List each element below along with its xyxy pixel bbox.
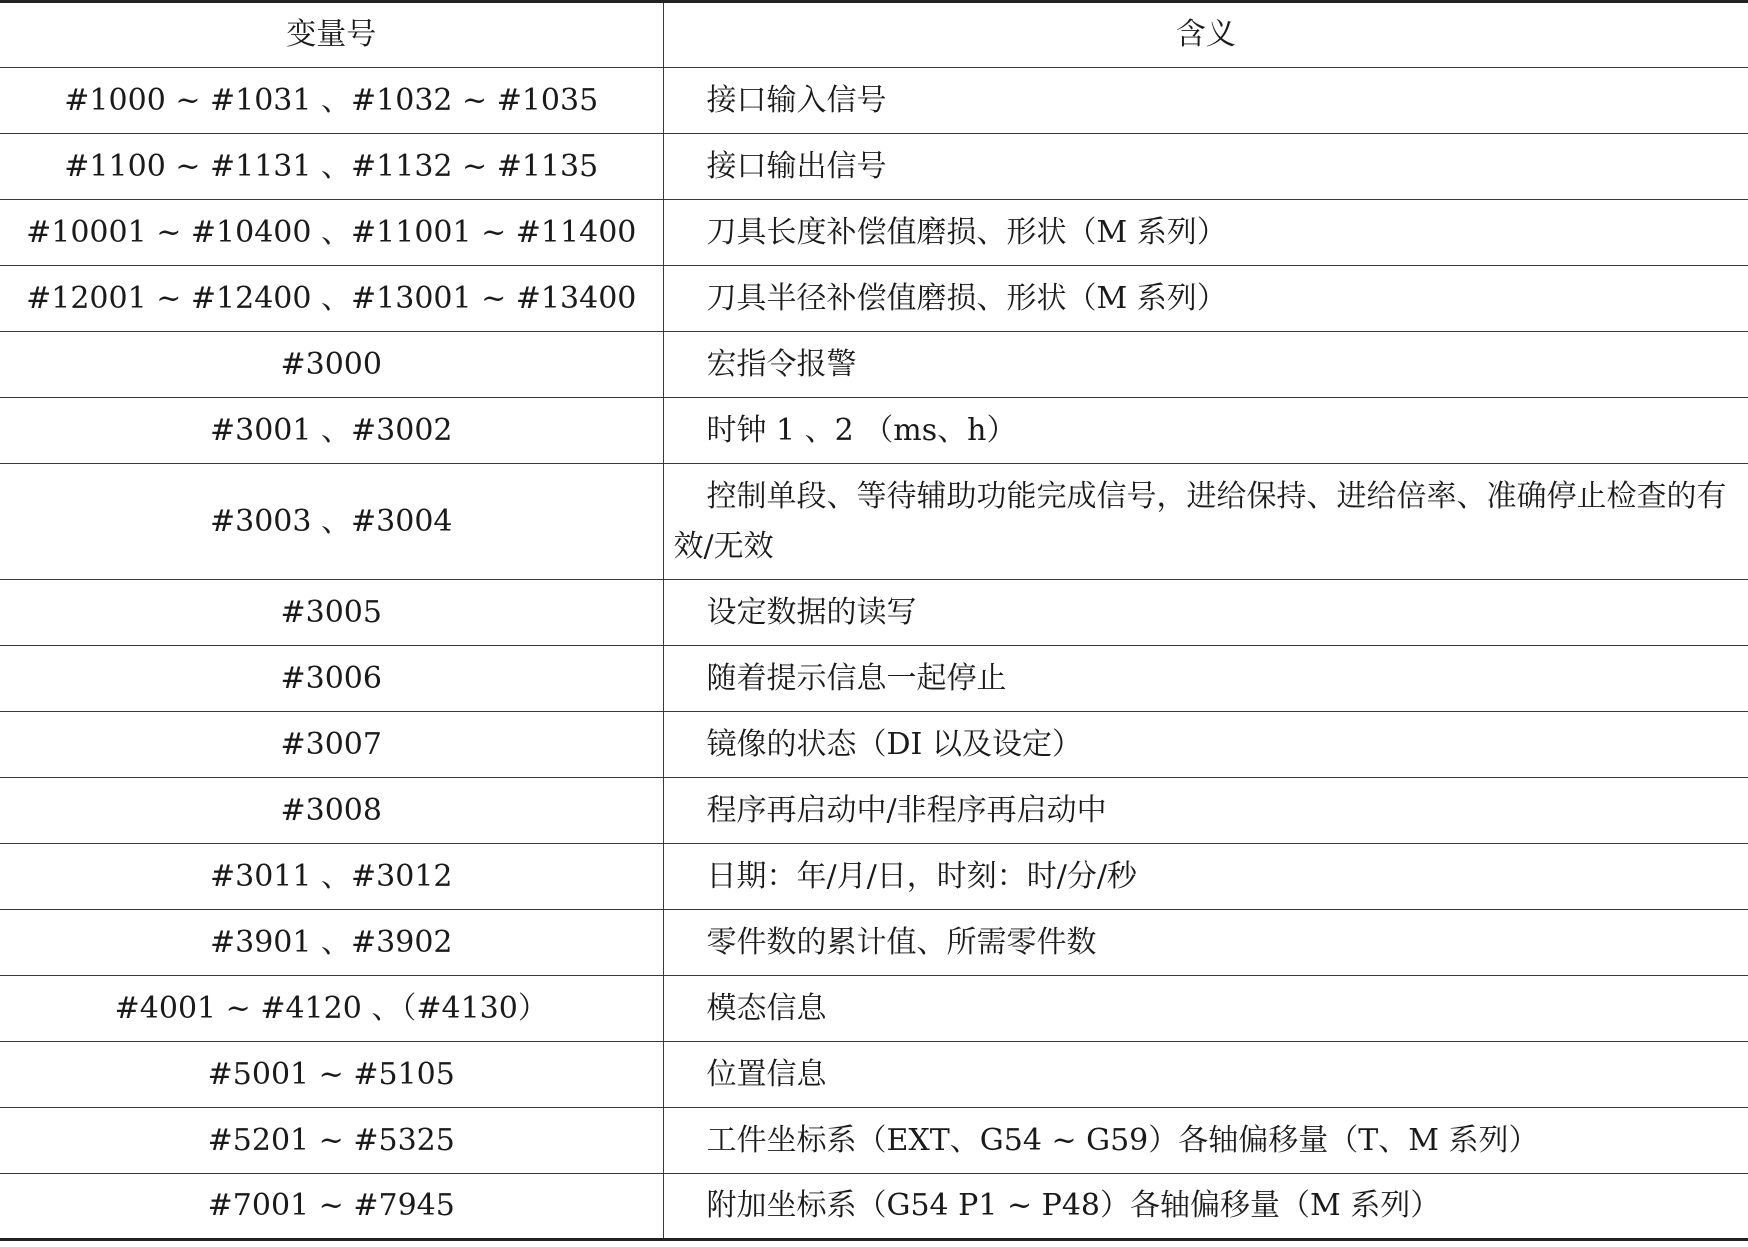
meaning-cell <box>663 1042 1748 1108</box>
table-row <box>0 1042 1748 1108</box>
meaning-cell <box>663 1174 1748 1240</box>
meaning-cell <box>663 1108 1748 1174</box>
table-row <box>0 68 1748 134</box>
meaning-cell <box>663 976 1748 1042</box>
variable-number-cell: #10001 ~ #10400 、#11001 ~ #11400 <box>0 200 663 266</box>
table-row <box>0 200 1748 266</box>
table-header <box>0 2 1748 68</box>
meaning-cell <box>663 332 1748 398</box>
variable-number-cell: #1100 ~ #1131 、#1132 ~ #1135 <box>0 134 663 200</box>
variable-number-cell: #3007 <box>0 712 663 778</box>
variable-number-cell: #3000 <box>0 332 663 398</box>
meaning-text: 时钟 1 、2 （ms、h） <box>706 412 1017 448</box>
meaning-text: 工件坐标系（EXT、G54 ~ G59）各轴偏移量（T、M 系列） <box>706 1122 1539 1158</box>
meaning-text: 日期：年/月/日，时刻：时/分/秒 <box>706 858 1137 894</box>
table-row <box>0 464 1748 580</box>
header-row <box>0 2 1748 68</box>
variable-number-cell: #3001 、#3002 <box>0 398 663 464</box>
table-row <box>0 844 1748 910</box>
table-row <box>0 266 1748 332</box>
meaning-text: 附加坐标系（G54 P1 ~ P48）各轴偏移量（M 系列） <box>706 1188 1441 1223</box>
table-row <box>0 1174 1748 1240</box>
variable-number-cell: #1000 ~ #1031 、#1032 ~ #1035 <box>0 68 663 134</box>
table-row <box>0 976 1748 1042</box>
variable-number-cell: #5201 ~ #5325 <box>0 1108 663 1174</box>
meaning-cell <box>663 844 1748 910</box>
table-row <box>0 712 1748 778</box>
table-row <box>0 1108 1748 1174</box>
table-row <box>0 910 1748 976</box>
meaning-text: 刀具长度补偿值磨损、形状（M 系列） <box>706 214 1227 250</box>
variable-number-cell: #3005 <box>0 580 663 646</box>
meaning-text: 刀具半径补偿值磨损、形状（M 系列） <box>706 280 1227 316</box>
meaning-cell <box>663 778 1748 844</box>
meaning-cell <box>663 134 1748 200</box>
meaning-cell <box>663 712 1748 778</box>
variable-number-cell: #12001 ~ #12400 、#13001 ~ #13400 <box>0 266 663 332</box>
variable-number-cell: #3003 、#3004 <box>0 464 663 580</box>
table-row <box>0 778 1748 844</box>
variable-number-cell: #5001 ~ #5105 <box>0 1042 663 1108</box>
variable-number-cell: #3011 、#3012 <box>0 844 663 910</box>
variable-number-cell: #3006 <box>0 646 663 712</box>
meaning-cell <box>663 266 1748 332</box>
meaning-cell <box>663 200 1748 266</box>
header-meaning: 含义 <box>663 2 1748 68</box>
meaning-cell <box>663 464 1748 580</box>
meaning-text: 接口输出信号 <box>706 148 887 184</box>
table-body <box>0 68 1748 1240</box>
table-row <box>0 332 1748 398</box>
meaning-text: 镜像的状态（DI 以及设定） <box>706 726 1082 762</box>
meaning-text: 程序再启动中/非程序再启动中 <box>706 792 1107 828</box>
meaning-text: 零件数的累计值、所需零件数 <box>706 924 1097 960</box>
table-row <box>0 134 1748 200</box>
meaning-text: 设定数据的读写 <box>706 594 917 630</box>
table-row <box>0 646 1748 712</box>
variable-number-cell: #7001 ~ #7945 <box>0 1174 663 1240</box>
meaning-text: 位置信息 <box>706 1056 827 1092</box>
meaning-cell <box>663 646 1748 712</box>
meaning-text: 宏指令报警 <box>706 346 857 382</box>
variable-number-cell: #3008 <box>0 778 663 844</box>
meaning-cell <box>663 910 1748 976</box>
meaning-text: 控制单段、等待辅助功能完成信号，进给保持、进给倍率、准确停止检查的有效/无效 <box>673 478 1727 564</box>
meaning-cell <box>663 580 1748 646</box>
variable-number-cell: #3901 、#3902 <box>0 910 663 976</box>
header-variable-number: 变量号 <box>0 2 663 68</box>
table-row <box>0 398 1748 464</box>
meaning-text: 接口输入信号 <box>706 82 887 118</box>
meaning-cell <box>663 398 1748 464</box>
variable-number-cell: #4001 ~ #4120 、（#4130） <box>0 976 663 1042</box>
table-row <box>0 580 1748 646</box>
meaning-text: 模态信息 <box>706 990 827 1026</box>
meaning-cell <box>663 68 1748 134</box>
meaning-text: 随着提示信息一起停止 <box>706 660 1007 696</box>
